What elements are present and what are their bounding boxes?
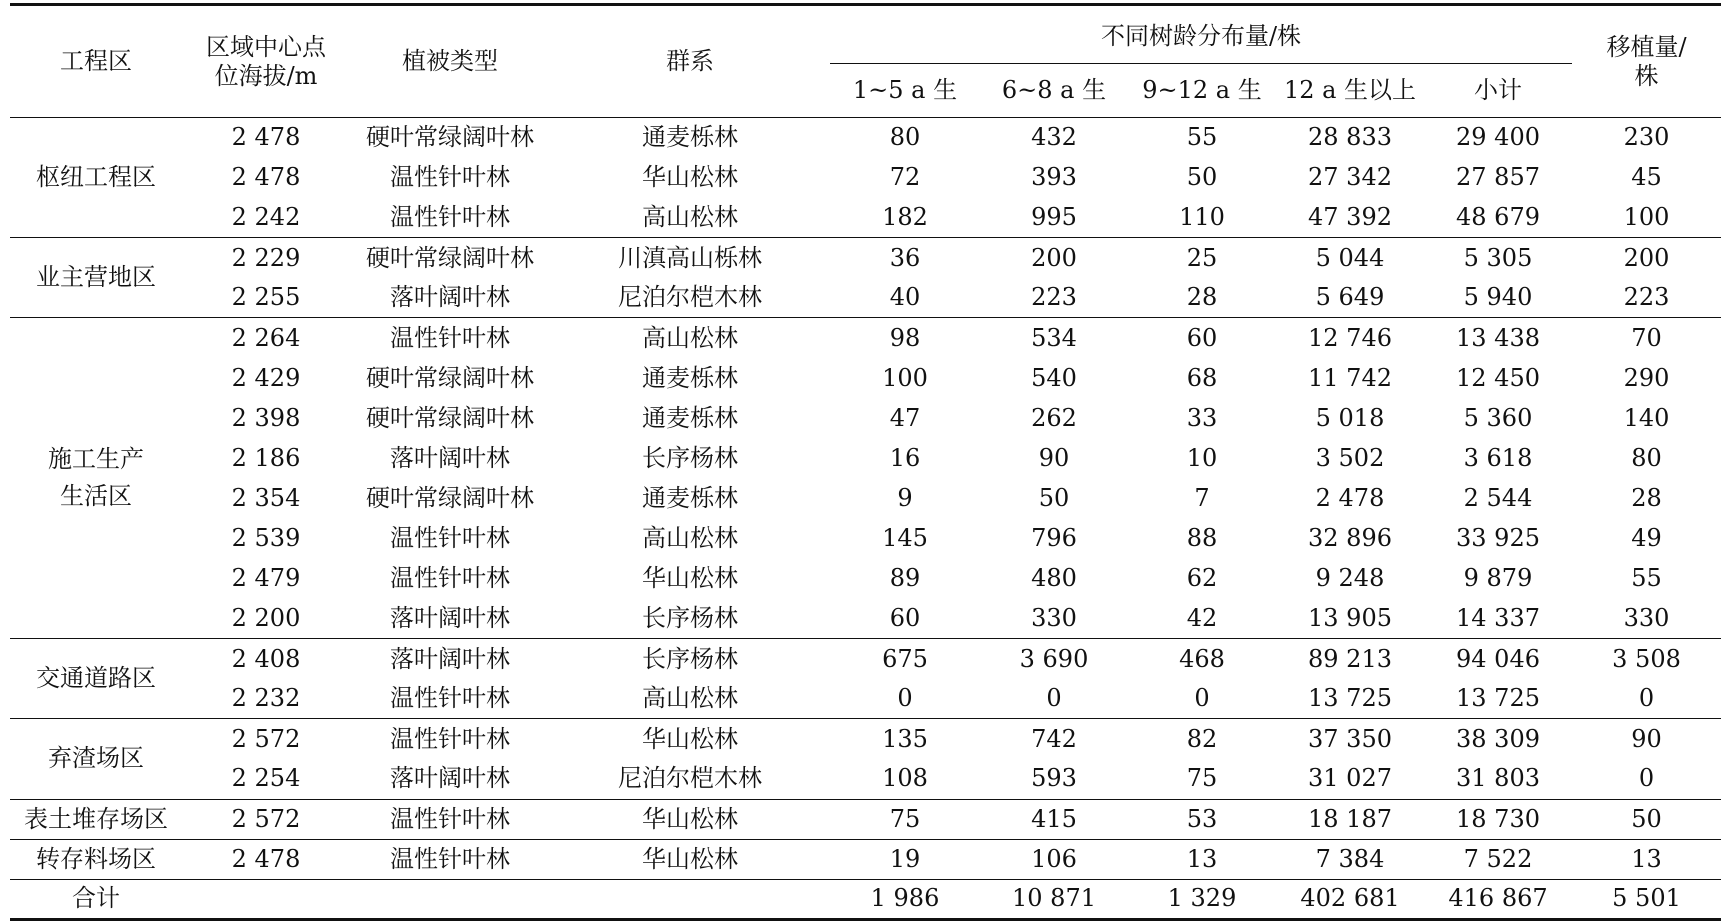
table-row <box>10 318 1721 358</box>
header-region: 工程区 <box>60 47 132 76</box>
subtotal-cell: 38 309 <box>1424 719 1572 759</box>
table-row <box>10 478 1721 518</box>
subtotal-cell: 5 940 <box>1463 283 1533 312</box>
age-1-5-cell: 89 <box>889 564 921 593</box>
age-6-8-cell: 534 <box>980 318 1128 358</box>
age-12-plus-cell: 31 027 <box>1308 764 1392 793</box>
subtotal-cell: 31 803 <box>1456 764 1540 793</box>
altitude-cell: 2 408 <box>182 639 350 679</box>
subtotal-cell: 33 925 <box>1456 524 1540 553</box>
header-transplant-line2: 株 <box>1634 61 1659 90</box>
vegetation-type-cell: 温性针叶林 <box>390 524 510 553</box>
vegetation-type-cell: 硬叶常绿阔叶林 <box>366 403 534 432</box>
altitude-cell: 2 255 <box>231 283 301 312</box>
table-row <box>10 839 1721 879</box>
subtotal-cell: 27 857 <box>1456 163 1540 192</box>
age-9-12-cell: 55 <box>1186 123 1218 152</box>
age-6-8-cell: 106 <box>980 839 1128 879</box>
vegetation-type-cell: 落叶阔叶林 <box>390 443 510 472</box>
age-6-8-cell: 393 <box>1031 163 1077 192</box>
header-row-top <box>10 5 1721 64</box>
vegetation-type-cell: 落叶阔叶林 <box>390 764 510 793</box>
subtotal-cell: 5 305 <box>1424 238 1572 278</box>
transplant-cell: 45 <box>1631 163 1662 192</box>
region-name: 生活区 <box>60 482 132 511</box>
age-12-plus-cell: 5 044 <box>1276 238 1424 278</box>
subtotal-cell: 18 730 <box>1424 799 1572 839</box>
age-9-12-cell: 75 <box>1186 764 1218 793</box>
header-transplant-line1: 移植量/ <box>1606 32 1687 61</box>
age-6-8-cell: 223 <box>1031 283 1077 312</box>
age-1-5-cell: 80 <box>889 123 921 152</box>
age-1-5-cell: 47 <box>889 403 921 432</box>
age-6-8-cell: 330 <box>1031 604 1077 633</box>
altitude-cell: 2 186 <box>231 443 301 472</box>
age-6-8-cell: 0 <box>1046 684 1062 713</box>
subtotal-cell: 94 046 <box>1424 639 1572 679</box>
formation-cell: 长序杨林 <box>642 443 738 472</box>
empty-cell <box>182 879 350 919</box>
age-1-5-cell: 60 <box>889 604 921 633</box>
total-row <box>10 879 1721 919</box>
total-subtotal: 416 867 <box>1424 879 1572 919</box>
tree-distribution-table-container <box>10 3 1721 913</box>
region-cell <box>10 318 182 639</box>
transplant-cell: 230 <box>1623 123 1670 152</box>
age-1-5-cell: 0 <box>897 684 913 713</box>
subtotal-cell: 13 438 <box>1424 318 1572 358</box>
vegetation-type-cell: 硬叶常绿阔叶林 <box>366 363 534 392</box>
age-1-5-cell: 182 <box>882 203 928 232</box>
formation-cell: 华山松林 <box>550 719 830 759</box>
subtotal-cell: 14 337 <box>1456 604 1540 633</box>
vegetation-type-cell: 落叶阔叶林 <box>390 283 510 312</box>
vegetation-type-cell: 温性针叶林 <box>350 839 550 879</box>
transplant-cell: 0 <box>1638 684 1655 713</box>
altitude-cell: 2 242 <box>231 203 301 232</box>
age-9-12-cell: 25 <box>1128 238 1276 278</box>
age-9-12-cell: 68 <box>1186 363 1218 392</box>
header-transplant <box>1572 5 1721 118</box>
transplant-cell: 49 <box>1631 524 1662 553</box>
age-6-8-cell: 415 <box>980 799 1128 839</box>
age-9-12-cell: 42 <box>1186 604 1218 633</box>
vegetation-type-cell: 温性针叶林 <box>390 564 510 593</box>
region-cell <box>10 238 182 318</box>
total-age-1-5: 1 986 <box>830 879 980 919</box>
age-6-8-cell: 90 <box>1038 443 1070 472</box>
formation-cell: 高山松林 <box>642 684 738 713</box>
age-12-plus-cell: 12 746 <box>1276 318 1424 358</box>
age-12-plus-cell: 13 905 <box>1308 604 1392 633</box>
formation-cell: 华山松林 <box>550 799 830 839</box>
age-1-5-cell: 98 <box>830 318 980 358</box>
age-9-12-cell: 33 <box>1186 403 1218 432</box>
vegetation-type-cell: 温性针叶林 <box>390 163 510 192</box>
transplant-cell: 55 <box>1631 564 1662 593</box>
age-12-plus-cell: 32 896 <box>1308 524 1392 553</box>
table-row <box>10 679 1721 719</box>
total-age-6-8: 10 871 <box>980 879 1128 919</box>
table-row <box>10 599 1721 639</box>
region-cell <box>10 799 182 839</box>
age-6-8-cell: 995 <box>1031 203 1077 232</box>
formation-cell: 高山松林 <box>550 318 830 358</box>
transplant-cell: 223 <box>1623 283 1670 312</box>
altitude-cell: 2 478 <box>231 163 301 192</box>
formation-cell: 华山松林 <box>642 564 738 593</box>
total-age-9-12: 1 329 <box>1128 879 1276 919</box>
age-12-plus-cell: 3 502 <box>1315 443 1385 472</box>
transplant-cell: 3 508 <box>1572 639 1721 679</box>
region-cell <box>10 719 182 799</box>
formation-cell: 通麦栎林 <box>642 363 738 392</box>
subtotal-cell: 2 544 <box>1463 483 1533 512</box>
altitude-cell: 2 429 <box>231 363 301 392</box>
age-6-8-cell: 262 <box>1031 403 1077 432</box>
vegetation-type-cell: 温性针叶林 <box>350 719 550 759</box>
formation-cell: 尼泊尔桤木林 <box>618 764 762 793</box>
subtotal-cell: 3 618 <box>1463 443 1533 472</box>
age-9-12-cell: 88 <box>1186 524 1218 553</box>
transplant-cell: 290 <box>1623 363 1670 392</box>
header-age-distribution: 不同树龄分布量/株 <box>830 5 1572 64</box>
region-name: 业主营地区 <box>36 263 156 292</box>
subtotal-cell: 9 879 <box>1463 564 1533 593</box>
formation-cell: 华山松林 <box>642 163 738 192</box>
header-subtotal: 小计 <box>1474 76 1522 105</box>
table-row <box>10 198 1721 238</box>
age-12-plus-cell: 5 649 <box>1315 283 1385 312</box>
table-row <box>10 118 1721 158</box>
region-cell <box>10 639 182 719</box>
altitude-cell: 2 478 <box>182 839 350 879</box>
age-1-5-cell: 16 <box>889 443 921 472</box>
vegetation-type-cell: 温性针叶林 <box>390 684 510 713</box>
transplant-cell: 90 <box>1572 719 1721 759</box>
age-1-5-cell: 19 <box>830 839 980 879</box>
age-1-5-cell: 135 <box>830 719 980 759</box>
subtotal-cell: 12 450 <box>1456 363 1540 392</box>
vegetation-type-cell: 温性针叶林 <box>390 203 510 232</box>
age-1-5-cell: 75 <box>830 799 980 839</box>
age-6-8-cell: 3 690 <box>980 639 1128 679</box>
altitude-cell: 2 539 <box>231 524 301 553</box>
age-12-plus-cell: 27 342 <box>1308 163 1392 192</box>
age-9-12-cell: 0 <box>1194 684 1210 713</box>
age-1-5-cell: 40 <box>889 283 921 312</box>
transplant-cell: 28 <box>1631 483 1662 512</box>
empty-cell <box>350 879 550 919</box>
table-row <box>10 238 1721 278</box>
table-row <box>10 438 1721 478</box>
age-12-plus-cell: 11 742 <box>1308 363 1392 392</box>
age-9-12-cell: 62 <box>1186 564 1218 593</box>
table-row <box>10 799 1721 839</box>
age-12-plus-cell: 2 478 <box>1315 483 1385 512</box>
formation-cell: 高山松林 <box>642 524 738 553</box>
formation-cell: 华山松林 <box>550 839 830 879</box>
altitude-cell: 2 232 <box>231 684 301 713</box>
altitude-cell: 2 572 <box>182 719 350 759</box>
total-label: 合计 <box>10 879 182 919</box>
subtotal-cell: 48 679 <box>1456 203 1540 232</box>
age-6-8-cell: 480 <box>1031 564 1077 593</box>
formation-cell: 尼泊尔桤木林 <box>618 283 762 312</box>
vegetation-type-cell: 温性针叶林 <box>350 799 550 839</box>
region-name: 转存料场区 <box>36 844 156 873</box>
tree-distribution-table <box>10 3 1721 921</box>
age-12-plus-cell: 7 384 <box>1276 839 1424 879</box>
age-1-5-cell: 9 <box>897 483 913 512</box>
age-9-12-cell: 60 <box>1128 318 1276 358</box>
formation-cell: 通麦栎林 <box>642 483 738 512</box>
subtotal-cell: 7 522 <box>1424 839 1572 879</box>
altitude-cell: 2 200 <box>231 604 301 633</box>
vegetation-type-cell: 落叶阔叶林 <box>390 604 510 633</box>
age-6-8-cell: 432 <box>1031 123 1077 152</box>
subtotal-cell: 13 725 <box>1456 684 1540 713</box>
empty-cell <box>550 879 830 919</box>
table-row <box>10 278 1721 318</box>
header-altitude <box>182 5 350 118</box>
table-row <box>10 398 1721 438</box>
header-vegetation-type: 植被类型 <box>402 47 498 76</box>
transplant-cell: 80 <box>1631 443 1662 472</box>
age-12-plus-cell: 37 350 <box>1276 719 1424 759</box>
region-name: 弃渣场区 <box>48 744 144 773</box>
age-6-8-cell: 796 <box>1031 524 1077 553</box>
formation-cell: 通麦栎林 <box>642 403 738 432</box>
table-row <box>10 759 1721 799</box>
altitude-cell: 2 479 <box>231 564 301 593</box>
header-age-1-5: 1~5 a 生 <box>852 76 958 105</box>
table-body <box>10 118 1721 920</box>
age-12-plus-cell: 9 248 <box>1315 564 1385 593</box>
formation-cell: 长序杨林 <box>550 639 830 679</box>
table-row <box>10 639 1721 679</box>
age-6-8-cell: 742 <box>980 719 1128 759</box>
total-transplant: 5 501 <box>1572 879 1721 919</box>
region-cell <box>10 839 182 879</box>
age-1-5-cell: 108 <box>882 764 928 793</box>
table-header <box>10 5 1721 118</box>
transplant-cell: 330 <box>1623 604 1670 633</box>
age-6-8-cell: 200 <box>980 238 1128 278</box>
altitude-cell: 2 254 <box>231 764 301 793</box>
transplant-cell: 100 <box>1623 203 1670 232</box>
subtotal-cell: 29 400 <box>1456 123 1540 152</box>
transplant-cell: 140 <box>1623 403 1670 432</box>
age-12-plus-cell: 47 392 <box>1308 203 1392 232</box>
region-name: 交通道路区 <box>36 664 156 693</box>
header-formation: 群系 <box>666 47 714 76</box>
formation-cell: 川滇高山栎林 <box>550 238 830 278</box>
age-12-plus-cell: 18 187 <box>1276 799 1424 839</box>
age-9-12-cell: 13 <box>1128 839 1276 879</box>
age-1-5-cell: 675 <box>830 639 980 679</box>
table-row <box>10 559 1721 599</box>
age-6-8-cell: 540 <box>1031 363 1077 392</box>
table-row <box>10 158 1721 198</box>
vegetation-type-cell: 硬叶常绿阔叶林 <box>350 238 550 278</box>
transplant-cell: 0 <box>1638 764 1655 793</box>
age-9-12-cell: 82 <box>1128 719 1276 759</box>
age-9-12-cell: 110 <box>1179 203 1225 232</box>
age-1-5-cell: 72 <box>889 163 921 192</box>
subtotal-cell: 5 360 <box>1463 403 1533 432</box>
altitude-cell: 2 398 <box>231 403 301 432</box>
header-age-9-12: 9~12 a 生 <box>1142 76 1262 105</box>
age-12-plus-cell: 13 725 <box>1308 684 1392 713</box>
age-1-5-cell: 100 <box>882 363 928 392</box>
age-9-12-cell: 7 <box>1194 483 1210 512</box>
altitude-cell: 2 264 <box>182 318 350 358</box>
altitude-cell: 2 354 <box>231 483 301 512</box>
vegetation-type-cell: 硬叶常绿阔叶林 <box>366 123 534 152</box>
altitude-cell: 2 572 <box>182 799 350 839</box>
altitude-cell: 2 478 <box>231 123 301 152</box>
region-name: 表土堆存场区 <box>24 804 168 833</box>
formation-cell: 通麦栎林 <box>642 123 738 152</box>
transplant-cell: 50 <box>1572 799 1721 839</box>
table-row <box>10 518 1721 558</box>
header-altitude-line2: 位海拔/m <box>214 61 318 90</box>
age-9-12-cell: 468 <box>1128 639 1276 679</box>
vegetation-type-cell: 落叶阔叶林 <box>350 639 550 679</box>
age-12-plus-cell: 89 213 <box>1276 639 1424 679</box>
transplant-cell: 70 <box>1572 318 1721 358</box>
formation-cell: 高山松林 <box>642 203 738 232</box>
header-age-12-plus: 12 a 生以上 <box>1283 76 1417 105</box>
age-12-plus-cell: 28 833 <box>1308 123 1392 152</box>
region-name: 枢纽工程区 <box>36 163 156 192</box>
transplant-cell: 200 <box>1572 238 1721 278</box>
age-6-8-cell: 593 <box>1031 764 1077 793</box>
vegetation-type-cell: 温性针叶林 <box>350 318 550 358</box>
age-6-8-cell: 50 <box>1038 483 1070 512</box>
table-row <box>10 719 1721 759</box>
transplant-cell: 13 <box>1572 839 1721 879</box>
age-9-12-cell: 28 <box>1186 283 1218 312</box>
region-cell <box>10 118 182 238</box>
table-row <box>10 358 1721 398</box>
header-altitude-line1: 区域中心点 <box>206 32 326 61</box>
vegetation-type-cell: 硬叶常绿阔叶林 <box>366 483 534 512</box>
age-9-12-cell: 10 <box>1186 443 1218 472</box>
age-9-12-cell: 50 <box>1186 163 1218 192</box>
age-1-5-cell: 36 <box>830 238 980 278</box>
region-name: 施工生产 <box>48 445 144 474</box>
formation-cell: 长序杨林 <box>642 604 738 633</box>
total-age-12-plus: 402 681 <box>1276 879 1424 919</box>
altitude-cell: 2 229 <box>182 238 350 278</box>
age-12-plus-cell: 5 018 <box>1315 403 1385 432</box>
age-1-5-cell: 145 <box>882 524 928 553</box>
header-age-6-8: 6~8 a 生 <box>1001 76 1107 105</box>
age-9-12-cell: 53 <box>1128 799 1276 839</box>
